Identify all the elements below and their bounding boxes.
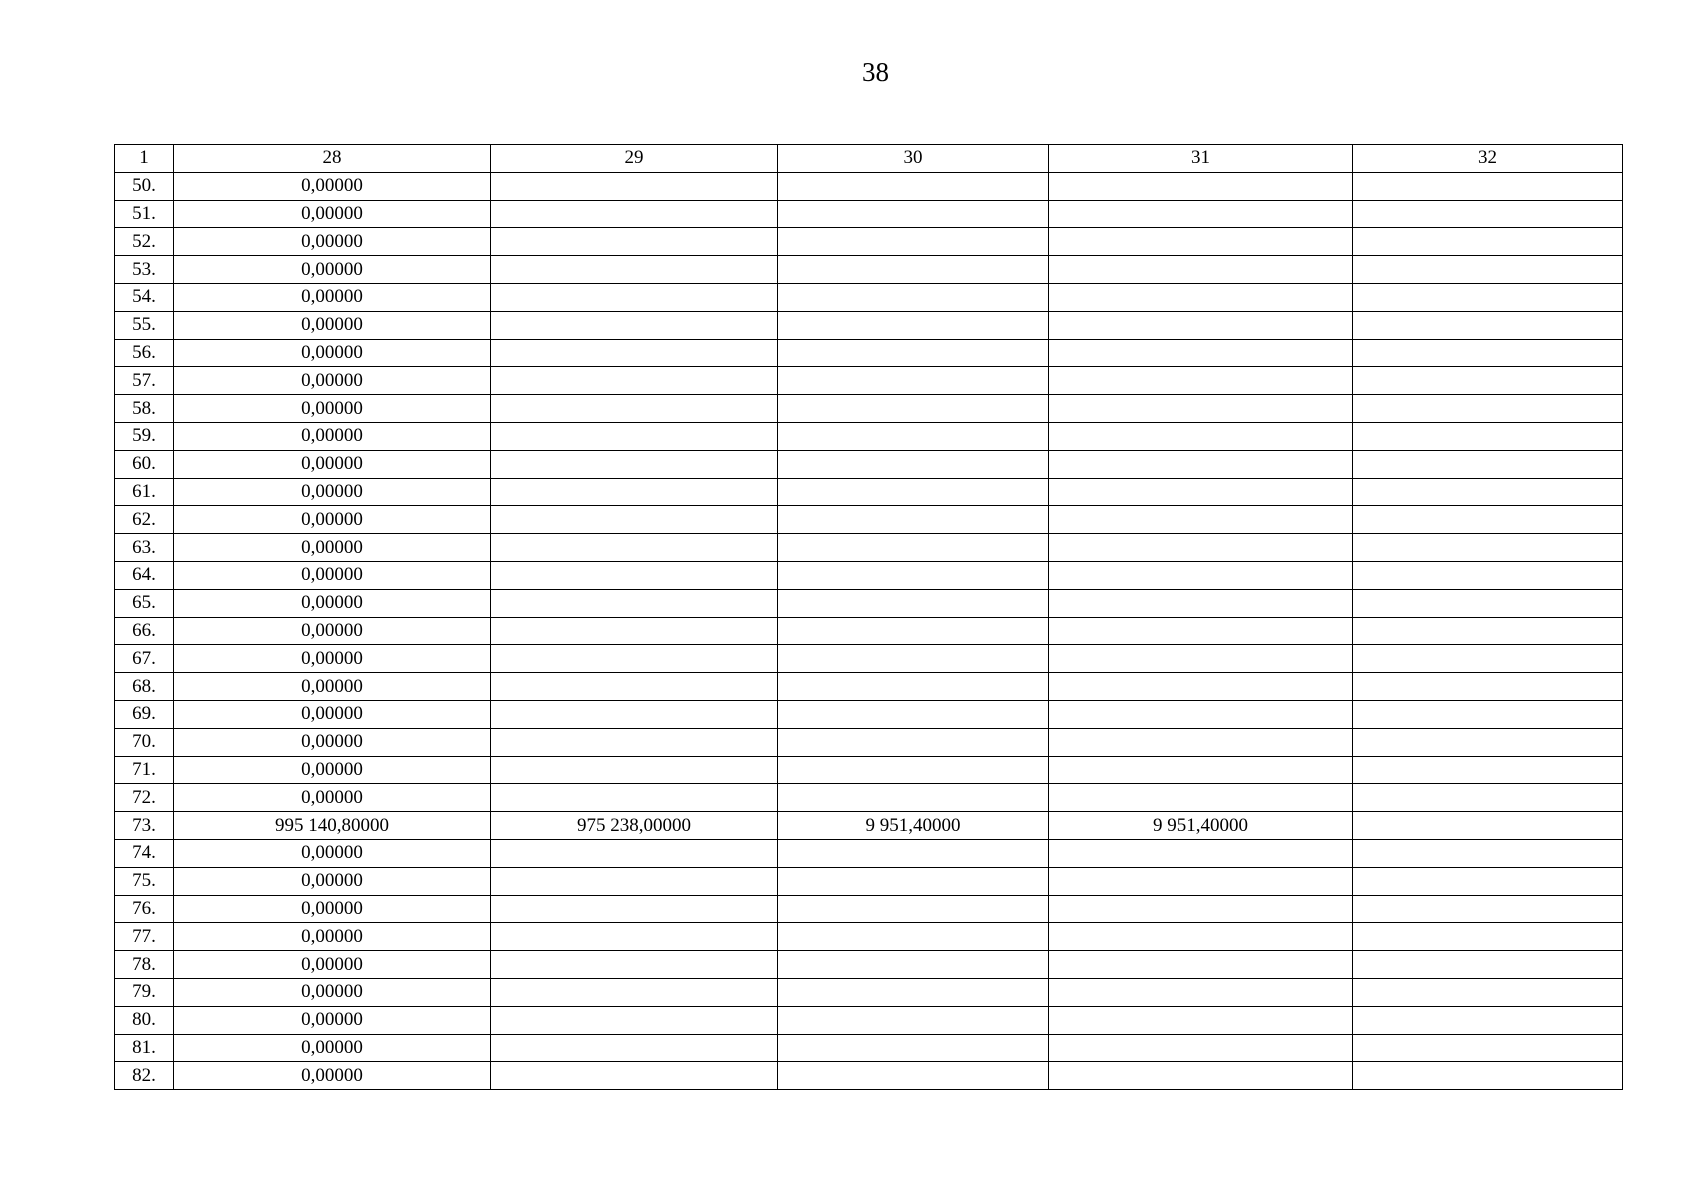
row-number-cell: 82.	[115, 1062, 174, 1090]
value-cell	[778, 367, 1049, 395]
value-cell: 0,00000	[174, 756, 491, 784]
value-cell	[491, 311, 778, 339]
value-cell	[1049, 172, 1353, 200]
row-number-cell: 70.	[115, 728, 174, 756]
value-cell	[778, 311, 1049, 339]
value-cell	[491, 534, 778, 562]
table-row	[115, 228, 1623, 256]
table-row	[115, 422, 1623, 450]
value-cell	[1353, 172, 1623, 200]
value-cell: 0,00000	[174, 923, 491, 951]
value-cell: 0,00000	[174, 978, 491, 1006]
table-row	[115, 812, 1623, 840]
value-cell: 0,00000	[174, 450, 491, 478]
table-row	[115, 756, 1623, 784]
value-cell	[491, 395, 778, 423]
value-cell	[1049, 1062, 1353, 1090]
value-cell	[1353, 617, 1623, 645]
row-number-cell: 62.	[115, 506, 174, 534]
value-cell	[491, 1062, 778, 1090]
row-number-cell: 61.	[115, 478, 174, 506]
row-number-cell: 74.	[115, 839, 174, 867]
value-cell: 0,00000	[174, 506, 491, 534]
value-cell	[1049, 617, 1353, 645]
value-cell	[1353, 422, 1623, 450]
value-cell	[491, 673, 778, 701]
value-cell	[778, 645, 1049, 673]
table-row	[115, 839, 1623, 867]
value-cell	[778, 839, 1049, 867]
row-number-cell: 50.	[115, 172, 174, 200]
row-number-cell: 64.	[115, 561, 174, 589]
value-cell	[778, 200, 1049, 228]
value-cell	[1049, 951, 1353, 979]
value-cell: 0,00000	[174, 561, 491, 589]
value-cell	[778, 450, 1049, 478]
value-cell	[778, 951, 1049, 979]
value-cell	[1353, 923, 1623, 951]
value-cell	[491, 172, 778, 200]
value-cell	[1049, 645, 1353, 673]
row-number-cell: 66.	[115, 617, 174, 645]
value-cell	[1049, 367, 1353, 395]
row-number-cell: 81.	[115, 1034, 174, 1062]
row-number-cell: 54.	[115, 283, 174, 311]
table-row	[115, 1034, 1623, 1062]
value-cell	[1049, 478, 1353, 506]
value-cell	[1353, 450, 1623, 478]
value-cell	[1049, 283, 1353, 311]
value-cell	[1049, 450, 1353, 478]
value-cell	[1353, 534, 1623, 562]
value-cell: 0,00000	[174, 1062, 491, 1090]
value-cell	[491, 561, 778, 589]
header-row	[115, 145, 1623, 173]
value-cell: 0,00000	[174, 172, 491, 200]
row-number-cell: 55.	[115, 311, 174, 339]
value-cell: 0,00000	[174, 534, 491, 562]
value-cell	[1353, 978, 1623, 1006]
value-cell	[1353, 645, 1623, 673]
value-cell	[1049, 1006, 1353, 1034]
value-cell	[778, 422, 1049, 450]
value-cell	[1049, 311, 1353, 339]
value-cell	[1049, 200, 1353, 228]
value-cell	[491, 589, 778, 617]
value-cell	[778, 867, 1049, 895]
table-row	[115, 561, 1623, 589]
value-cell	[778, 728, 1049, 756]
row-number-cell: 72.	[115, 784, 174, 812]
value-cell	[1353, 728, 1623, 756]
value-cell	[778, 923, 1049, 951]
value-cell	[1353, 339, 1623, 367]
value-cell	[1049, 395, 1353, 423]
value-cell	[1353, 200, 1623, 228]
table-row	[115, 200, 1623, 228]
value-cell: 0,00000	[174, 700, 491, 728]
table-row	[115, 311, 1623, 339]
header-cell: 29	[491, 145, 778, 173]
value-cell	[491, 895, 778, 923]
value-cell	[491, 978, 778, 1006]
value-cell	[1353, 367, 1623, 395]
value-cell	[491, 339, 778, 367]
value-cell	[1353, 1062, 1623, 1090]
value-cell	[491, 228, 778, 256]
table-row	[115, 172, 1623, 200]
value-cell	[1353, 951, 1623, 979]
value-cell	[1353, 1006, 1623, 1034]
value-cell	[1049, 422, 1353, 450]
value-cell	[1049, 256, 1353, 284]
value-cell	[1353, 867, 1623, 895]
value-cell	[491, 450, 778, 478]
table-row	[115, 395, 1623, 423]
row-number-cell: 71.	[115, 756, 174, 784]
value-cell	[778, 339, 1049, 367]
value-cell	[1049, 895, 1353, 923]
value-cell	[491, 617, 778, 645]
value-cell	[491, 283, 778, 311]
value-cell: 0,00000	[174, 228, 491, 256]
value-cell: 0,00000	[174, 1034, 491, 1062]
value-cell	[1353, 784, 1623, 812]
header-cell: 32	[1353, 145, 1623, 173]
row-number-cell: 76.	[115, 895, 174, 923]
table-row	[115, 534, 1623, 562]
value-cell	[491, 645, 778, 673]
header-cell: 30	[778, 145, 1049, 173]
value-cell	[778, 784, 1049, 812]
value-cell: 0,00000	[174, 200, 491, 228]
value-cell: 9 951,40000	[1049, 812, 1353, 840]
value-cell	[491, 839, 778, 867]
table-row	[115, 478, 1623, 506]
value-cell	[491, 784, 778, 812]
value-cell	[1353, 700, 1623, 728]
value-cell	[491, 200, 778, 228]
row-number-cell: 73.	[115, 812, 174, 840]
row-number-cell: 67.	[115, 645, 174, 673]
value-cell: 0,00000	[174, 283, 491, 311]
value-cell	[1353, 506, 1623, 534]
value-cell: 0,00000	[174, 1006, 491, 1034]
row-number-cell: 56.	[115, 339, 174, 367]
table-row	[115, 673, 1623, 701]
table-row	[115, 367, 1623, 395]
row-number-cell: 59.	[115, 422, 174, 450]
value-cell: 0,00000	[174, 895, 491, 923]
value-cell	[1049, 784, 1353, 812]
value-cell: 0,00000	[174, 673, 491, 701]
value-cell	[778, 1034, 1049, 1062]
value-cell	[778, 506, 1049, 534]
header-cell: 1	[115, 145, 174, 173]
value-cell	[1353, 812, 1623, 840]
row-number-cell: 53.	[115, 256, 174, 284]
table-row	[115, 506, 1623, 534]
row-number-cell: 58.	[115, 395, 174, 423]
value-cell	[1353, 561, 1623, 589]
data-table	[114, 144, 1623, 1090]
table-row	[115, 256, 1623, 284]
value-cell	[1353, 256, 1623, 284]
table-row	[115, 617, 1623, 645]
table-row	[115, 978, 1623, 1006]
value-cell	[1353, 839, 1623, 867]
value-cell	[778, 534, 1049, 562]
value-cell	[1049, 700, 1353, 728]
value-cell	[1353, 589, 1623, 617]
table-row	[115, 728, 1623, 756]
value-cell: 995 140,80000	[174, 812, 491, 840]
value-cell	[778, 395, 1049, 423]
value-cell	[1353, 756, 1623, 784]
value-cell: 975 238,00000	[491, 812, 778, 840]
value-cell	[491, 1006, 778, 1034]
value-cell: 0,00000	[174, 645, 491, 673]
value-cell	[491, 923, 778, 951]
value-cell	[1049, 867, 1353, 895]
value-cell	[491, 422, 778, 450]
value-cell	[491, 367, 778, 395]
row-number-cell: 77.	[115, 923, 174, 951]
table-row	[115, 339, 1623, 367]
value-cell	[491, 951, 778, 979]
value-cell	[778, 673, 1049, 701]
row-number-cell: 60.	[115, 450, 174, 478]
value-cell	[1049, 673, 1353, 701]
value-cell	[1353, 283, 1623, 311]
row-number-cell: 57.	[115, 367, 174, 395]
table-row	[115, 1006, 1623, 1034]
row-number-cell: 68.	[115, 673, 174, 701]
value-cell	[1049, 978, 1353, 1006]
value-cell: 0,00000	[174, 478, 491, 506]
header-cell: 31	[1049, 145, 1353, 173]
row-number-cell: 79.	[115, 978, 174, 1006]
value-cell	[778, 228, 1049, 256]
value-cell: 0,00000	[174, 839, 491, 867]
row-number-cell: 75.	[115, 867, 174, 895]
value-cell	[778, 561, 1049, 589]
table-row	[115, 895, 1623, 923]
value-cell	[1353, 395, 1623, 423]
value-cell	[1049, 756, 1353, 784]
value-cell: 0,00000	[174, 617, 491, 645]
value-cell	[491, 867, 778, 895]
value-cell	[778, 256, 1049, 284]
row-number-cell: 78.	[115, 951, 174, 979]
value-cell	[1049, 839, 1353, 867]
value-cell	[1353, 228, 1623, 256]
value-cell	[778, 589, 1049, 617]
value-cell	[778, 978, 1049, 1006]
table-row	[115, 784, 1623, 812]
value-cell	[491, 506, 778, 534]
row-number-cell: 80.	[115, 1006, 174, 1034]
table-row	[115, 951, 1623, 979]
row-number-cell: 65.	[115, 589, 174, 617]
value-cell	[1353, 895, 1623, 923]
table-row	[115, 450, 1623, 478]
row-number-cell: 51.	[115, 200, 174, 228]
value-cell: 9 951,40000	[778, 812, 1049, 840]
value-cell	[1049, 1034, 1353, 1062]
value-cell	[1049, 228, 1353, 256]
value-cell	[778, 756, 1049, 784]
value-cell	[491, 478, 778, 506]
value-cell	[491, 756, 778, 784]
value-cell	[1049, 923, 1353, 951]
value-cell	[491, 700, 778, 728]
value-cell	[1049, 339, 1353, 367]
table-row	[115, 700, 1623, 728]
value-cell	[778, 895, 1049, 923]
value-cell: 0,00000	[174, 422, 491, 450]
value-cell	[778, 617, 1049, 645]
value-cell	[1049, 589, 1353, 617]
table-row	[115, 867, 1623, 895]
row-number-cell: 52.	[115, 228, 174, 256]
value-cell	[491, 1034, 778, 1062]
value-cell	[1353, 478, 1623, 506]
value-cell	[1353, 311, 1623, 339]
value-cell	[778, 283, 1049, 311]
value-cell	[1049, 561, 1353, 589]
value-cell	[491, 256, 778, 284]
table-row	[115, 923, 1623, 951]
value-cell	[491, 728, 778, 756]
value-cell: 0,00000	[174, 728, 491, 756]
value-cell	[1353, 673, 1623, 701]
value-cell	[1049, 534, 1353, 562]
value-cell	[778, 172, 1049, 200]
table-row	[115, 589, 1623, 617]
row-number-cell: 69.	[115, 700, 174, 728]
value-cell	[778, 1006, 1049, 1034]
page-number: 38	[862, 57, 889, 87]
value-cell	[778, 478, 1049, 506]
value-cell: 0,00000	[174, 367, 491, 395]
header-cell: 28	[174, 145, 491, 173]
value-cell	[778, 700, 1049, 728]
table-body	[115, 145, 1623, 1090]
value-cell: 0,00000	[174, 784, 491, 812]
table-row	[115, 283, 1623, 311]
value-cell: 0,00000	[174, 589, 491, 617]
value-cell	[1049, 506, 1353, 534]
value-cell	[778, 1062, 1049, 1090]
value-cell: 0,00000	[174, 867, 491, 895]
value-cell: 0,00000	[174, 951, 491, 979]
value-cell	[1049, 728, 1353, 756]
table-row	[115, 645, 1623, 673]
value-cell: 0,00000	[174, 395, 491, 423]
value-cell: 0,00000	[174, 311, 491, 339]
value-cell: 0,00000	[174, 339, 491, 367]
value-cell	[1353, 1034, 1623, 1062]
table-row	[115, 1062, 1623, 1090]
row-number-cell: 63.	[115, 534, 174, 562]
value-cell: 0,00000	[174, 256, 491, 284]
